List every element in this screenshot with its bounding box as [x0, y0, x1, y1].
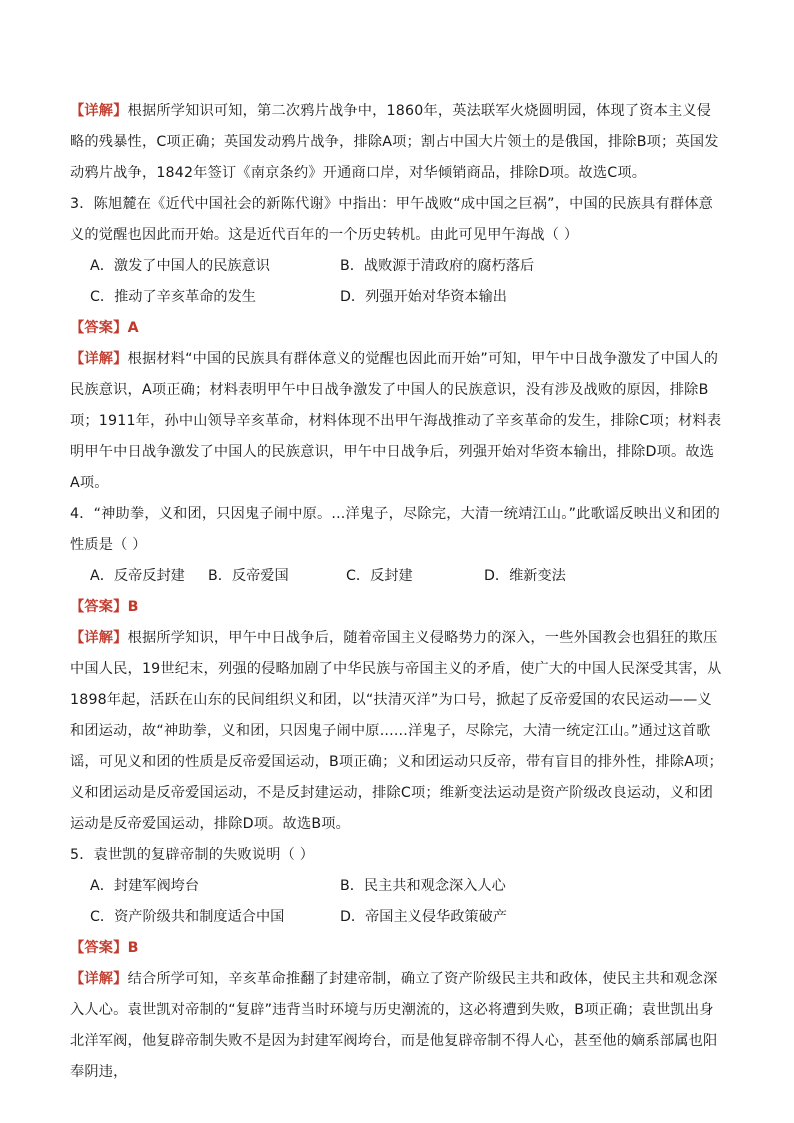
q5-option-b: B．民主共和观念深入人心	[340, 878, 506, 894]
q4-option-b: B．反帝爱国	[208, 568, 289, 584]
q3-option-a: A．激发了中国人的民族意识	[90, 258, 270, 274]
q4-explanation	[70, 623, 724, 840]
explain-text: 根据所学知识，甲午中日战争后，随着帝国主义侵略势力的深入，一些外国教会也猖狂的欺压中国人民，19世纪末，列强的侵略加剧了中华民族与帝国主义的矛盾，使广大的中国人民深受其害，从1898年起，活跃在山东的民间组织义和团，以“扶清灭洋”为口号，掀起了反帝爱国的农民运动——义和团运动，故“神助拳，义和团，只因鬼子闹中原......洋鬼子，尽除完，大清一统定江山。”通过这首歌谣，可见义和团的性质是反帝爱国运动，B项正确；义和团运动只反帝，带有盲目的排外性，排除A项；义和团运动是反帝爱国运动，不是反封建运动，排除C项；维新变法运动是资产阶级改良运动，义和团运动是反帝爱国运动，排除D项。故选B项。	[70, 630, 723, 832]
q4-option-c: C．反封建	[346, 568, 413, 584]
document-page	[70, 96, 724, 1088]
answer-value: B	[127, 599, 139, 615]
q5-explanation	[70, 964, 724, 1088]
q4-option-d: D．维新变法	[484, 568, 566, 584]
q4-answer	[70, 592, 724, 623]
q3-option-d: D．列强开始对华资本输出	[340, 289, 507, 305]
explain-text: 结合所学可知，辛亥革命推翻了封建帝制，确立了资产阶级民主共和政体，使民主共和观念深入人心。袁世凯对帝制的“复辟”违背当时环境与历史潮流的，这必将遭到失败，B项正确；袁世凯出身北洋军阀，他复辟帝制失败不是因为封建军阀垮台，而是他复辟帝制不得人心，甚至他的嫡系部属也阳奉阴违，	[70, 971, 718, 1080]
q5-option-a: A．封建军阀垮台	[90, 878, 200, 894]
q5-options	[70, 871, 724, 933]
q5-answer	[70, 933, 724, 964]
explain-label: 【详解】	[70, 630, 128, 646]
q3-options	[70, 251, 724, 313]
explain-label: 【详解】	[70, 103, 128, 119]
q3-stem: 3．陈旭麓在《近代中国社会的新陈代谢》中指出：甲午战败“成中国之巨祸”，中国的民族具有群体意义的觉醒也因此而开始。这是近代百年的一个历史转机。由此可见甲午海战（ ）	[70, 196, 713, 243]
explain-label: 【详解】	[70, 351, 128, 367]
q4-stem: 4．“神助拳，义和团，只因鬼子闹中原。...洋鬼子，尽除完，大清一统靖江山。”此歌谣反映出义和团的性质是（ ）	[70, 506, 721, 553]
answer-value: A	[127, 320, 139, 336]
q3-explanation	[70, 344, 724, 499]
explain-text: 根据所学知识可知，第二次鸦片战争中，1860年，英法联军火烧圆明园，体现了资本主义侵略的残暴性，C项正确；英国发动鸦片战争，排除A项；割占中国大片领土的是俄国，排除B项；英国发动鸦片战争，1842年签订《南京条约》开通商口岸，对华倾销商品，排除D项。故选C项。	[70, 103, 719, 181]
q3-option-c: C．推动了辛亥革命的发生	[90, 289, 256, 305]
explain-label: 【详解】	[70, 971, 128, 987]
answer-value: B	[127, 940, 139, 956]
q4-option-a: A．反帝反封建	[90, 568, 185, 584]
q5-option-d: D．帝国主义侵华政策破产	[340, 909, 507, 925]
q5-stem: 5．袁世凯的复辟帝制的失败说明（ ）	[70, 847, 315, 863]
q3-answer	[70, 313, 724, 344]
answer-label: 【答案】	[70, 599, 128, 615]
q2-explanation	[70, 96, 724, 189]
q3-option-b: B．战败源于清政府的腐朽落后	[340, 258, 535, 274]
q5-option-c: C．资产阶级共和制度适合中国	[90, 909, 285, 925]
explain-text: 根据材料“中国的民族具有群体意义的觉醒也因此而开始”可知，甲午中日战争激发了中国人的民族意识，A项正确；材料表明甲午中日战争激发了中国人的民族意识，没有涉及战败的原因，排除B项；1911年，孙中山领导辛亥革命，材料体现不出甲午海战推动了辛亥革命的发生，排除C项；材料表明甲午中日战争激发了中国人的民族意识，甲午中日战争后，列强开始对华资本输出，排除D项。故选A项。	[70, 351, 722, 491]
answer-label: 【答案】	[70, 940, 128, 956]
q4-options	[70, 561, 724, 592]
answer-label: 【答案】	[70, 320, 128, 336]
